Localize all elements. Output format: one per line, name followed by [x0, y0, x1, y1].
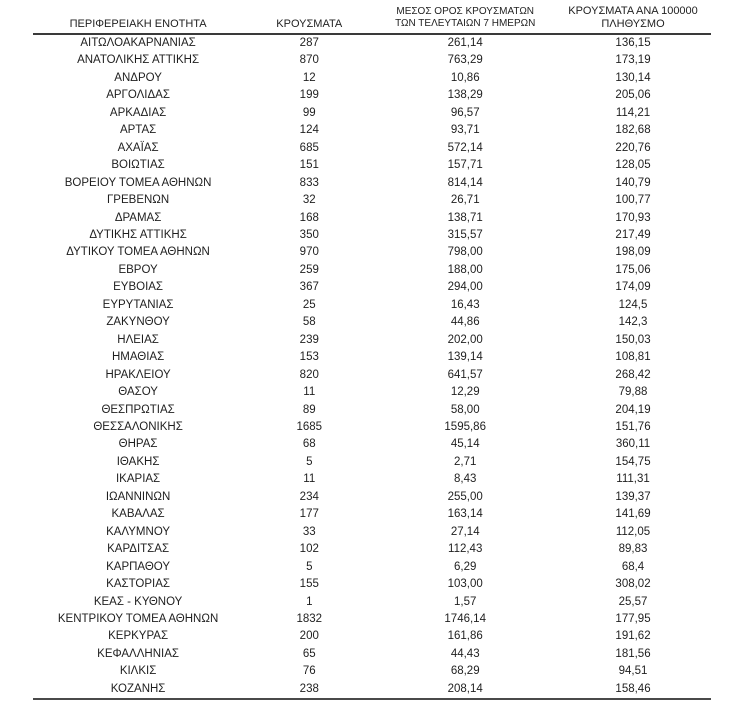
avg-7-days-value-cell: 139,14 — [447, 351, 483, 364]
table-row — [33, 227, 711, 244]
table-row — [33, 34, 711, 52]
table-row — [33, 541, 711, 558]
table-row — [33, 297, 711, 314]
cases-value-cell: 1832 — [296, 612, 323, 625]
cases-value-cell: 239 — [299, 333, 319, 346]
region-name-cell: ΙΚΑΡΙΑΣ — [115, 473, 161, 486]
avg-7-days-value-cell: 138,71 — [447, 211, 483, 224]
table-row — [33, 105, 711, 122]
avg-7-days-value-cell: 641,57 — [447, 368, 483, 381]
avg-7-days-value-cell: 138,29 — [447, 89, 483, 102]
region-name-cell: ΓΡΕΒΕΝΩΝ — [106, 194, 170, 207]
region-name-cell: ΚΑΡΔΙΤΣΑΣ — [107, 543, 170, 556]
cases-value-cell: 367 — [299, 281, 319, 294]
cases-value-cell: 833 — [299, 176, 319, 189]
region-name-cell: ΑΡΤΑΣ — [119, 124, 157, 137]
avg-7-days-value-cell: 202,00 — [447, 333, 483, 346]
avg-7-days-value-cell: 44,86 — [450, 316, 480, 329]
cases-value-cell: 287 — [299, 37, 319, 49]
table-row — [33, 175, 711, 192]
cases-per-100000-value-cell: 124,5 — [618, 298, 648, 311]
region-name-cell: ΘΕΣΣΑΛΟΝΙΚΗΣ — [93, 420, 183, 433]
cases-per-100000-value-cell: 79,88 — [618, 386, 648, 399]
cases-per-100000-value-cell: 150,03 — [615, 333, 651, 346]
region-name-cell: ΖΑΚΥΝΘΟΥ — [106, 316, 170, 329]
avg-7-days-value-cell: 93,71 — [450, 124, 480, 137]
table-row — [33, 384, 711, 401]
cases-value-cell: 970 — [299, 246, 319, 259]
avg-7-days-value-cell: 814,14 — [447, 176, 483, 189]
cases-per-100000-value-cell: 140,79 — [615, 176, 651, 189]
avg-7-days-value-cell: 6,29 — [454, 560, 477, 573]
cases-value-cell: 5 — [306, 560, 313, 573]
avg-7-days-value-cell: 208,14 — [447, 682, 483, 695]
cases-per-100000-value-cell: 170,93 — [615, 211, 651, 224]
avg-7-days-value-cell: 255,00 — [447, 490, 483, 503]
cases-value-cell: 5 — [306, 455, 313, 468]
cases-per-100000-value-cell: 177,95 — [615, 612, 651, 625]
avg-7-days-value-cell: 10,86 — [450, 71, 480, 84]
region-name-cell: ΘΗΡΑΣ — [118, 438, 158, 451]
cases-per-100000-value-cell: 217,49 — [615, 228, 651, 241]
cases-per-100000-value-cell: 174,09 — [615, 281, 651, 294]
region-name-cell: ΗΜΑΘΙΑΣ — [111, 351, 165, 364]
cases-value-cell: 89 — [302, 403, 316, 416]
cases-value-cell: 68 — [302, 438, 316, 451]
cases-value-cell: 168 — [299, 211, 319, 224]
cases-per-100000-value-cell: 198,09 — [615, 246, 651, 259]
region-name-cell: ΘΑΣΟΥ — [118, 386, 158, 399]
region-name-cell: ΚΙΛΚΙΣ — [119, 665, 157, 678]
cases-per-100000-value-cell: 158,46 — [615, 682, 651, 695]
region-name-cell: ΗΛΕΙΑΣ — [117, 333, 159, 346]
cases-value-cell: 12 — [302, 71, 316, 84]
cases-value-cell: 199 — [299, 89, 319, 102]
cases-value-cell: 11 — [303, 386, 316, 399]
avg-7-days-value-cell: 261,14 — [447, 37, 483, 49]
table-row — [33, 332, 711, 349]
cases-value-cell: 155 — [299, 578, 319, 591]
cases-per-100000-value-cell: 114,21 — [615, 106, 651, 119]
cases-per-100000-value-cell: 128,05 — [615, 159, 651, 172]
table-row — [33, 367, 711, 384]
avg-7-days-value-cell: 58,00 — [450, 403, 480, 416]
cases-value-cell: 350 — [299, 228, 319, 241]
table-row — [33, 210, 711, 227]
table-row — [33, 454, 711, 471]
cases-value-cell: 151 — [299, 159, 319, 172]
avg-7-days-value-cell: 315,57 — [447, 228, 483, 241]
cases-value-cell: 99 — [302, 106, 316, 119]
col-header-cases — [243, 5, 375, 34]
avg-7-days-value-cell: 572,14 — [447, 141, 483, 154]
cases-value-cell: 102 — [299, 543, 319, 556]
cases-value-cell: 65 — [302, 647, 316, 660]
table-row — [33, 122, 711, 139]
region-name-cell: ΔΡΑΜΑΣ — [114, 211, 162, 224]
table-row — [33, 628, 711, 645]
avg-7-days-value-cell: 2,71 — [454, 455, 477, 468]
table-row — [33, 349, 711, 366]
avg-7-days-value-cell: 26,71 — [450, 194, 480, 207]
region-name-cell: ΑΙΤΩΛΟΑΚΑΡΝΑΝΙΑΣ — [80, 37, 196, 49]
table-body — [33, 34, 711, 699]
cases-value-cell: 11 — [303, 473, 316, 486]
region-name-cell: ΚΑΣΤΟΡΙΑΣ — [106, 578, 171, 591]
table-row — [33, 70, 711, 87]
table-row — [33, 140, 711, 157]
table-row — [33, 646, 711, 663]
table-row — [33, 87, 711, 104]
table-header — [33, 5, 711, 34]
cases-per-100000-value-cell: 139,37 — [615, 490, 651, 503]
region-name-cell: ΚΕΝΤΡΙΚΟΥ ΤΟΜΕΑ ΑΘΗΝΩΝ — [57, 612, 219, 625]
region-name-cell: ΚΑΒΑΛΑΣ — [111, 508, 165, 521]
cases-value-cell: 1 — [306, 595, 313, 608]
avg-7-days-value-cell: 1,57 — [454, 595, 477, 608]
cases-per-100000-value-cell: 154,75 — [615, 455, 651, 468]
region-name-cell: ΕΒΡΟΥ — [118, 263, 158, 276]
cases-per-100000-value-cell: 94,51 — [618, 665, 648, 678]
region-name-cell: ΘΕΣΠΡΩΤΙΑΣ — [101, 403, 175, 416]
region-name-cell: ΗΡΑΚΛΕΙΟΥ — [105, 368, 171, 381]
cases-per-100000-value-cell: 173,19 — [615, 54, 651, 67]
table-row — [33, 681, 711, 699]
region-name-cell: ΔΥΤΙΚΟΥ ΤΟΜΕΑ ΑΘΗΝΩΝ — [66, 246, 210, 259]
cases-per-100000-value-cell: 204,19 — [615, 403, 651, 416]
col-header-cases-per-100000-line2: ΠΛΗΘΥΣΜΟ — [601, 17, 665, 30]
cases-per-100000-value-cell: 308,02 — [615, 578, 651, 591]
table-row — [33, 244, 711, 261]
cases-per-100000-value-cell: 108,81 — [615, 351, 651, 364]
cases-per-100000-value-cell: 136,15 — [615, 37, 651, 49]
cases-value-cell: 32 — [302, 194, 316, 207]
col-header-avg-7-days — [375, 5, 555, 34]
cases-per-100000-value-cell: 220,76 — [615, 141, 651, 154]
cases-value-cell: 76 — [302, 665, 316, 678]
col-header-cases-per-100000-line1: ΚΡΟΥΣΜΑΤΑ ΑΝΑ 100000 — [568, 5, 698, 17]
cases-value-cell: 238 — [299, 682, 319, 695]
cases-per-100000-value-cell: 181,56 — [615, 647, 651, 660]
avg-7-days-value-cell: 1746,14 — [444, 612, 486, 625]
cases-per-100000-value-cell: 89,83 — [618, 543, 648, 556]
cases-per-100000-value-cell: 68,4 — [621, 560, 645, 573]
col-header-avg-7-days-line1: ΜΕΣΟΣ ΟΡΟΣ ΚΡΟΥΣΜΑΤΩΝ — [396, 6, 535, 17]
table-row — [33, 419, 711, 436]
avg-7-days-value-cell: 1595,86 — [444, 420, 486, 433]
avg-7-days-value-cell: 44,43 — [450, 647, 480, 660]
avg-7-days-value-cell: 103,00 — [447, 578, 483, 591]
avg-7-days-value-cell: 27,14 — [450, 525, 480, 538]
table-row — [33, 663, 711, 680]
cases-per-100000-value-cell: 360,11 — [615, 438, 651, 451]
cases-per-100000-value-cell: 191,62 — [615, 630, 651, 643]
table-row — [33, 314, 711, 331]
cases-per-100000-value-cell: 25,57 — [618, 595, 648, 608]
region-name-cell: ΚΟΖΑΝΗΣ — [110, 682, 166, 695]
avg-7-days-value-cell: 161,86 — [447, 630, 483, 643]
table-row — [33, 611, 711, 628]
cases-per-100000-value-cell: 100,77 — [615, 194, 651, 207]
col-header-regional-unit — [33, 5, 243, 34]
table-row — [33, 402, 711, 419]
col-header-cases-per-100000 — [555, 5, 711, 34]
table-row — [33, 506, 711, 523]
cases-value-cell: 153 — [299, 351, 319, 364]
cases-value-cell: 33 — [302, 525, 316, 538]
region-name-cell: ΙΩΑΝΝΙΝΩΝ — [105, 490, 171, 503]
region-name-cell: ΔΥΤΙΚΗΣ ΑΤΤΙΚΗΣ — [89, 228, 187, 241]
region-name-cell: ΚΕΦΑΛΛΗΝΙΑΣ — [97, 647, 179, 660]
region-name-cell: ΚΑΡΠΑΘΟΥ — [106, 560, 171, 573]
cases-per-100000-value-cell: 151,76 — [615, 420, 651, 433]
cases-per-100000-value-cell: 182,68 — [615, 124, 651, 137]
table-row — [33, 524, 711, 541]
cases-value-cell: 685 — [299, 141, 319, 154]
cases-value-cell: 177 — [299, 508, 319, 521]
avg-7-days-value-cell: 12,29 — [450, 386, 480, 399]
avg-7-days-value-cell: 45,14 — [450, 438, 480, 451]
cases-per-100000-value-cell: 175,06 — [615, 263, 651, 276]
region-name-cell: ΚΕΡΚΥΡΑΣ — [108, 630, 169, 643]
avg-7-days-value-cell: 96,57 — [450, 106, 480, 119]
cases-value-cell: 259 — [299, 263, 319, 276]
region-name-cell: ΑΝΑΤΟΛΙΚΗΣ ΑΤΤΙΚΗΣ — [77, 54, 200, 67]
region-name-cell: ΕΥΡΥΤΑΝΙΑΣ — [102, 298, 174, 311]
table-row — [33, 471, 711, 488]
cases-per-100000-value-cell: 112,05 — [615, 525, 651, 538]
cases-value-cell: 234 — [299, 490, 319, 503]
col-header-cases-label: ΚΡΟΥΣΜΑΤΑ — [276, 17, 343, 30]
avg-7-days-value-cell: 188,00 — [447, 263, 483, 276]
cases-value-cell: 870 — [299, 54, 319, 67]
avg-7-days-value-cell: 294,00 — [447, 281, 483, 294]
avg-7-days-value-cell: 157,71 — [447, 159, 483, 172]
cases-value-cell: 820 — [299, 368, 319, 381]
region-name-cell: ΒΟΙΩΤΙΑΣ — [111, 159, 165, 172]
table-row — [33, 157, 711, 174]
table-row — [33, 279, 711, 296]
table-row — [33, 559, 711, 576]
cases-per-100000-value-cell: 141,69 — [615, 508, 651, 521]
cases-value-cell: 58 — [302, 316, 316, 329]
cases-per-100000-value-cell: 268,42 — [615, 368, 651, 381]
avg-7-days-value-cell: 763,29 — [447, 54, 483, 67]
table-row — [33, 489, 711, 506]
region-name-cell: ΒΟΡΕΙΟΥ ΤΟΜΕΑ ΑΘΗΝΩΝ — [64, 176, 212, 189]
table-row — [33, 436, 711, 453]
cases-value-cell: 1685 — [296, 420, 323, 433]
region-name-cell: ΑΡΓΟΛΙΔΑΣ — [106, 89, 170, 102]
avg-7-days-value-cell: 798,00 — [447, 246, 483, 259]
table-header-row — [33, 5, 711, 34]
region-name-cell: ΑΡΚΑΔΙΑΣ — [109, 106, 167, 119]
table-row — [33, 576, 711, 593]
col-header-avg-7-days-line2: ΤΩΝ ΤΕΛΕΥΤΑΙΩΝ 7 ΗΜΕΡΩΝ — [395, 18, 536, 29]
cases-value-cell: 25 — [302, 298, 316, 311]
region-name-cell: ΕΥΒΟΙΑΣ — [113, 281, 164, 294]
avg-7-days-value-cell: 16,43 — [450, 298, 480, 311]
region-name-cell: ΑΧΑΪΑΣ — [117, 141, 159, 154]
table-row — [33, 52, 711, 69]
regional-cases-table — [33, 5, 711, 700]
cases-per-100000-value-cell: 142,3 — [618, 316, 648, 329]
cases-value-cell: 200 — [299, 630, 319, 643]
cases-per-100000-value-cell: 130,14 — [615, 71, 651, 84]
cases-per-100000-value-cell: 111,31 — [616, 473, 650, 486]
cases-value-cell: 124 — [299, 124, 319, 137]
avg-7-days-value-cell: 112,43 — [448, 543, 483, 556]
table-row — [33, 594, 711, 611]
cases-per-100000-value-cell: 205,06 — [615, 89, 651, 102]
table-row — [33, 262, 711, 279]
avg-7-days-value-cell: 163,14 — [447, 508, 483, 521]
table-row — [33, 192, 711, 209]
region-name-cell: ΑΝΔΡΟΥ — [114, 71, 162, 84]
region-name-cell: ΚΕΑΣ - ΚΥΘΝΟΥ — [93, 595, 183, 608]
col-header-regional-unit-label: ΠΕΡΙΦΕΡΕΙΑΚΗ ΕΝΟΤΗΤΑ — [69, 17, 207, 30]
region-name-cell: ΚΑΛΥΜΝΟΥ — [106, 525, 171, 538]
avg-7-days-value-cell: 68,29 — [450, 665, 480, 678]
avg-7-days-value-cell: 8,43 — [454, 473, 477, 486]
region-name-cell: ΙΘΑΚΗΣ — [116, 455, 160, 468]
